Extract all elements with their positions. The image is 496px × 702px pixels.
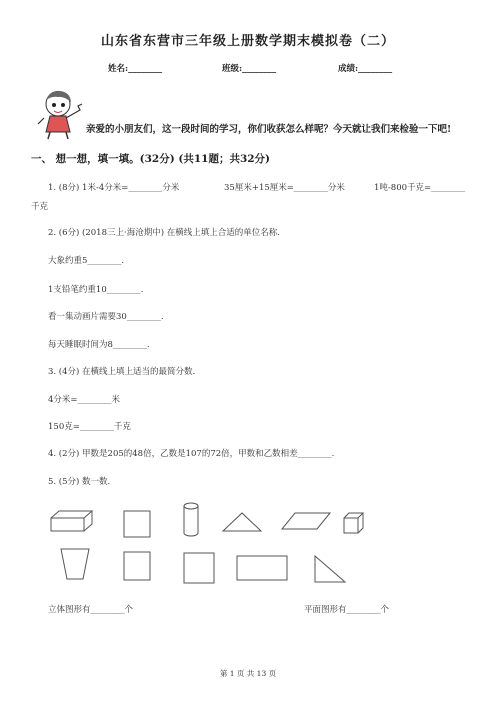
score-field: 成绩:________ <box>338 64 393 74</box>
section-heading: 一、 想一想，填一填。(32分) (共11题；共32分) <box>31 153 271 165</box>
q5-solid-count: 立体图形有________个 <box>48 605 134 615</box>
triangle-shape <box>222 512 262 532</box>
q1-continuation: 千克 <box>31 202 49 212</box>
q5-stem: 5. (5分) 数一数. <box>48 477 111 487</box>
page-title: 山东省东营市三年级上册数学期末模拟卷（二） <box>100 34 395 49</box>
q2-line-2: 1支铅笔约重10________. <box>48 285 144 295</box>
q3-line-1: 4分米=________米 <box>48 395 121 405</box>
q1-part-c: 1吨-800千克=________ <box>374 183 466 193</box>
q1-part-b: 35厘米+15厘米=________分米 <box>224 183 345 193</box>
q2-line-1: 大象约重5________. <box>48 256 125 266</box>
q4-stem: 4. (2分) 甲数是205的48倍，乙数是107的72倍，甲数和乙数相差________. <box>48 449 335 459</box>
cuboid-shape <box>50 510 94 532</box>
square-shape <box>123 510 151 538</box>
page-footer: 第 1 页 共 13 页 <box>219 669 277 678</box>
q1-part-a: 1. (8分) 1米-4分米=________分米 <box>48 183 180 193</box>
cube-shape <box>343 512 365 534</box>
right-triangle-shape <box>314 555 346 583</box>
trapezoid-shape <box>60 548 90 580</box>
long-rectangle-shape <box>236 555 288 581</box>
q3-line-2: 150克=________千克 <box>48 422 131 432</box>
class-field: 班级:________ <box>222 64 277 74</box>
intro-text: 亲爱的小朋友们，这一段时间的学习，你们收获怎么样呢？今天就让我们来检验一下吧! <box>86 124 452 135</box>
q2-stem: 2. (6分) (2018三上·海沧期中) 在横线上填上合适的单位名称. <box>48 228 280 238</box>
q2-line-3: 看一集动画片需要30________. <box>48 312 164 322</box>
q3-stem: 3. (4分) 在横线上填上适当的最简分数. <box>48 367 196 377</box>
q5-plane-count: 平面图形有________个 <box>304 605 390 615</box>
square-shape-2 <box>183 552 215 584</box>
rectangle-shape <box>123 551 151 581</box>
mascot-icon <box>36 88 84 140</box>
q2-line-4: 每天睡眠时间为8________. <box>48 340 150 350</box>
parallelogram-shape <box>281 512 331 530</box>
name-field: 姓名:________ <box>108 64 163 74</box>
cylinder-shape <box>182 502 200 538</box>
